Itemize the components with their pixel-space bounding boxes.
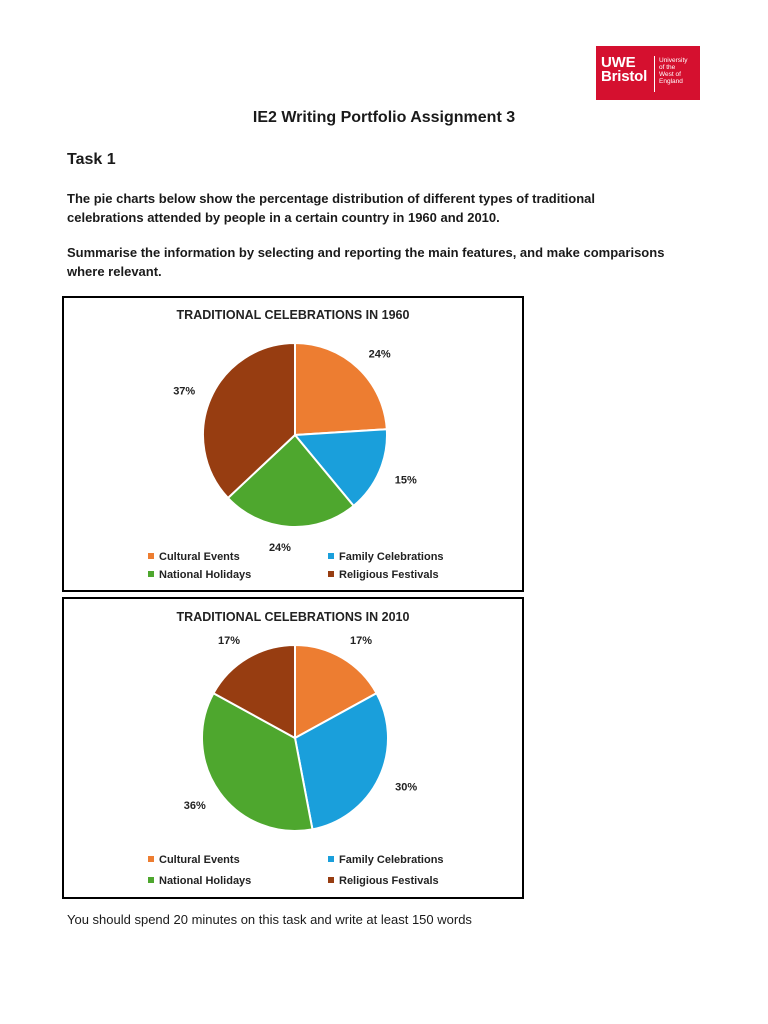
legend-item-national-holidays <box>148 569 251 581</box>
legend-label: Cultural Events <box>159 551 240 563</box>
legend-label: Religious Festivals <box>339 569 439 581</box>
pie-chart-svg <box>64 599 522 897</box>
chart-title: TRADITIONAL CELEBRATIONS IN 2010 <box>176 610 410 624</box>
legend-label: Cultural Events <box>159 854 240 866</box>
document-title: IE2 Writing Portfolio Assignment 3 <box>252 109 516 126</box>
pie-chart-2010 <box>62 597 524 899</box>
legend-item-cultural-events <box>148 854 240 866</box>
legend-item-religious-festivals <box>328 875 439 887</box>
legend-item-religious-festivals <box>328 569 439 581</box>
legend-swatch <box>148 856 154 862</box>
legend-label: National Holidays <box>159 569 252 581</box>
legend-label: Religious Festivals <box>339 875 439 887</box>
legend-swatch <box>328 877 334 883</box>
legend-swatch <box>328 856 334 862</box>
legend-item-national-holidays <box>148 875 251 887</box>
chart-title: TRADITIONAL CELEBRATIONS IN 1960 <box>176 308 410 322</box>
legend-swatch <box>148 877 154 883</box>
logo-divider <box>654 56 655 92</box>
data-label-national-holidays: 24% <box>268 541 291 554</box>
task-heading: Task 1 <box>67 151 116 168</box>
uwe-bristol-logo <box>596 46 700 100</box>
data-label-family-celebrations: 15% <box>394 474 417 487</box>
pie-chart-1960 <box>62 296 524 592</box>
time-instruction: You should spend 20 minutes on this task and write at least 150 words <box>67 912 472 927</box>
pie-chart-svg <box>64 298 522 590</box>
legend-swatch <box>148 553 154 559</box>
logo-sub-3: West of <box>659 71 681 78</box>
legend-swatch <box>328 553 334 559</box>
task-description: The pie charts below show the percentage distribution of different types of traditional celebrations attended by people in a certain country in 1960 and 2010. <box>67 191 595 225</box>
data-label-family-celebrations: 30% <box>395 781 418 794</box>
legend-label: Family Celebrations <box>339 854 444 866</box>
data-label-cultural-events: 24% <box>368 348 391 361</box>
legend-label: National Holidays <box>159 875 252 887</box>
logo-sub-4: England <box>659 78 683 85</box>
data-label-religious-festivals: 37% <box>173 385 196 398</box>
data-label-national-holidays: 36% <box>183 800 206 813</box>
legend-swatch <box>328 571 334 577</box>
logo-sub-1: University <box>659 57 688 64</box>
legend-item-family-celebrations <box>328 551 444 563</box>
logo-line-2: Bristol <box>601 68 648 85</box>
logo-wordmark <box>601 56 647 84</box>
legend-item-cultural-events <box>148 551 240 563</box>
logo-sub-2: of the <box>659 64 676 71</box>
legend-label: Family Celebrations <box>339 551 444 563</box>
logo-subtext <box>659 57 688 85</box>
data-label-religious-festivals: 17% <box>217 634 240 647</box>
logo-line-1: UWE <box>601 54 636 71</box>
task-instructions: Summarise the information by selecting and reporting the main features, and make comparisons where relevant. <box>67 245 665 279</box>
legend-swatch <box>148 571 154 577</box>
legend-item-family-celebrations <box>328 854 444 866</box>
data-label-cultural-events: 17% <box>350 634 373 647</box>
